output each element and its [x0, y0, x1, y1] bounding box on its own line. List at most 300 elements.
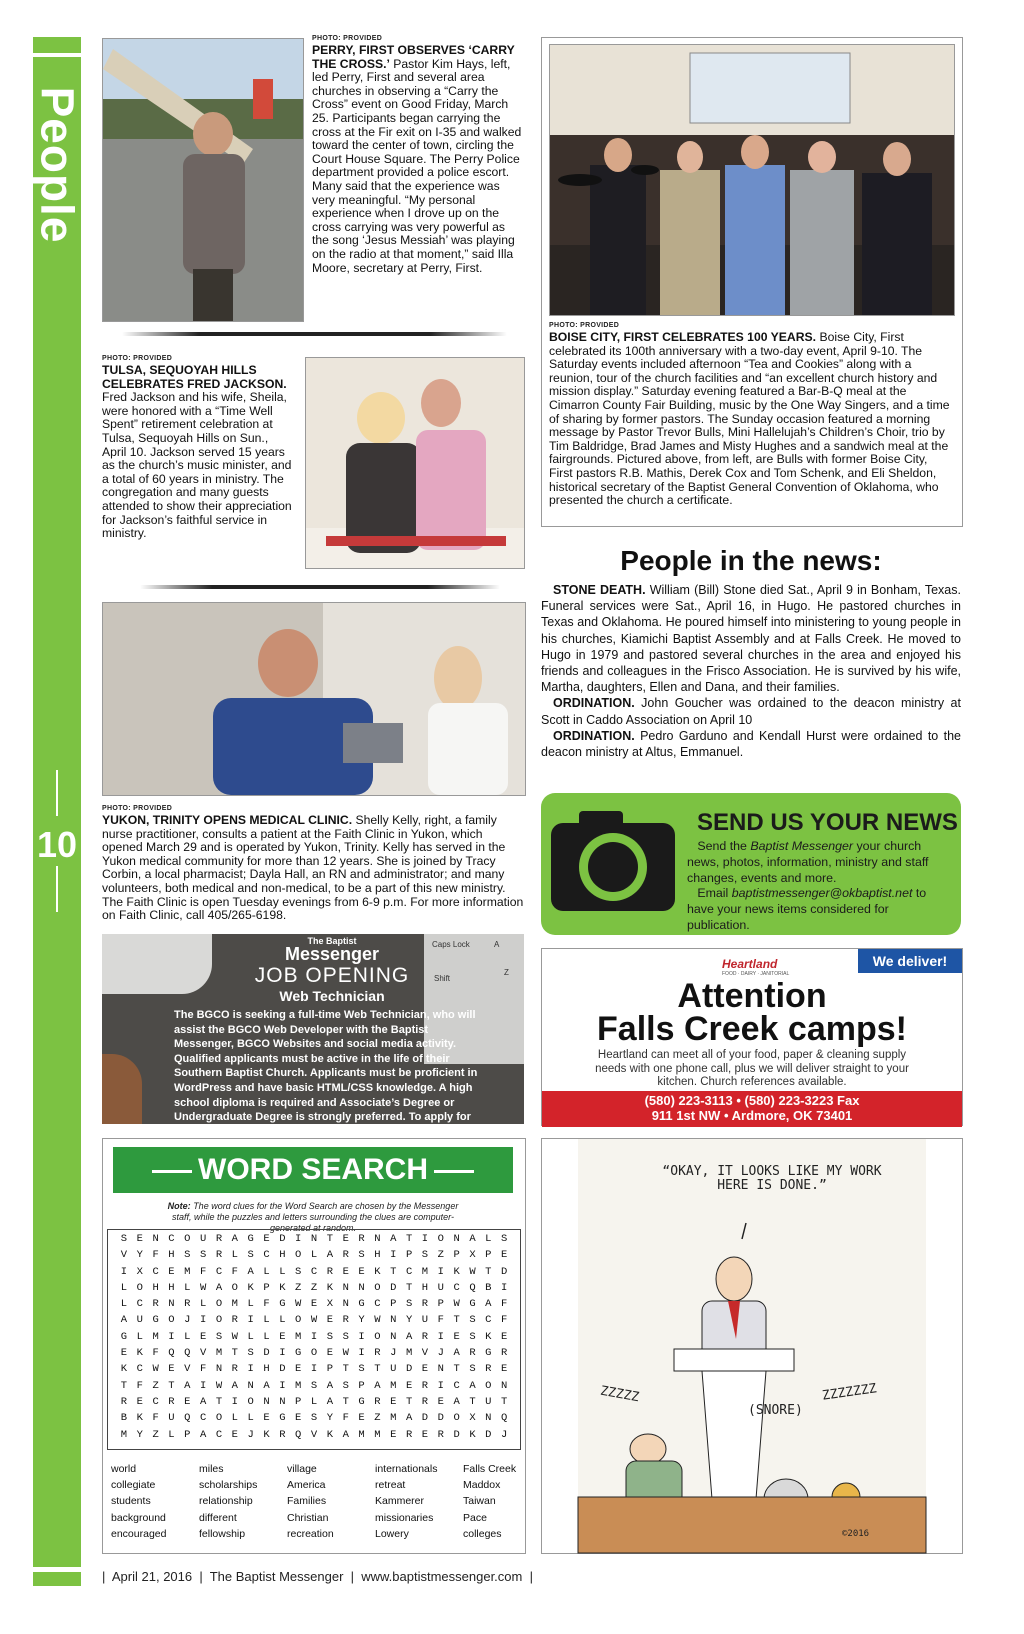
- grid-letter: G: [295, 1347, 302, 1360]
- grid-letter: I: [231, 1395, 238, 1408]
- section-title: People: [31, 86, 84, 244]
- grid-letter: C: [152, 1265, 159, 1278]
- grid-letter: F: [199, 1363, 207, 1376]
- story-headline: TULSA, SEQUOYAH HILLS CELEBRATES FRED JACKSON.: [102, 363, 287, 391]
- grid-letter: S: [184, 1249, 191, 1262]
- grid-letter: P: [358, 1379, 365, 1392]
- grid-letter: K: [136, 1347, 143, 1360]
- rail-divider: [56, 770, 58, 816]
- grid-letter: K: [120, 1363, 128, 1376]
- boise-pastors-photo: [549, 44, 955, 316]
- grid-letter: X: [469, 1249, 476, 1262]
- grid-letter: R: [374, 1395, 381, 1408]
- grid-letter: S: [405, 1298, 413, 1311]
- photo-credit: PHOTO: PROVIDED: [549, 322, 620, 329]
- grid-letter: G: [358, 1395, 365, 1408]
- grid-letter: R: [215, 1249, 223, 1262]
- grid-letter: N: [390, 1330, 397, 1343]
- word-search-row: [108, 1394, 520, 1410]
- word-search-row: [108, 1312, 520, 1328]
- grid-letter: R: [485, 1363, 492, 1376]
- grid-letter: E: [326, 1314, 334, 1327]
- grid-letter: J: [501, 1428, 508, 1441]
- grid-letter: U: [168, 1412, 175, 1425]
- heartland-logo-sub: FOOD · DAIRY · JANITORIAL: [722, 971, 790, 977]
- grid-letter: N: [247, 1379, 254, 1392]
- grid-letter: M: [295, 1330, 302, 1343]
- grid-letter: M: [421, 1265, 429, 1278]
- grid-letter: R: [231, 1314, 238, 1327]
- deliver-badge: We deliver!: [858, 949, 962, 973]
- grid-letter: K: [485, 1330, 492, 1343]
- grid-letter: I: [295, 1233, 302, 1245]
- grid-letter: W: [310, 1314, 318, 1327]
- section-rule: [140, 585, 500, 589]
- word-search-note: Note: The word clues for the Word Search are chosen by the Messenger staff, while the puzzles and letters surrounding the clues are computer-generated at random.: [167, 1201, 459, 1233]
- grid-letter: J: [184, 1314, 191, 1327]
- grid-letter: I: [437, 1330, 444, 1343]
- grid-letter: T: [374, 1363, 381, 1376]
- photo-credit: PHOTO: PROVIDED: [102, 355, 173, 362]
- grid-letter: I: [310, 1363, 318, 1376]
- grid-letter: G: [279, 1298, 286, 1311]
- grid-letter: A: [405, 1412, 413, 1425]
- grid-letter: C: [168, 1233, 175, 1245]
- grid-letter: E: [358, 1412, 365, 1425]
- grid-letter: H: [374, 1249, 381, 1262]
- grid-letter: Z: [152, 1379, 159, 1392]
- grid-letter: I: [358, 1347, 365, 1360]
- grid-letter: F: [152, 1412, 159, 1425]
- grid-letter: F: [437, 1314, 444, 1327]
- grid-letter: C: [405, 1265, 413, 1278]
- grid-letter: U: [136, 1314, 143, 1327]
- grid-letter: R: [215, 1233, 223, 1245]
- grid-letter: G: [358, 1298, 365, 1311]
- grid-letter: A: [405, 1330, 413, 1343]
- grid-letter: J: [437, 1347, 444, 1360]
- photo-credit: PHOTO: PROVIDED: [312, 35, 383, 42]
- grid-letter: N: [263, 1395, 270, 1408]
- grid-letter: O: [453, 1412, 460, 1425]
- grid-letter: T: [215, 1395, 223, 1408]
- grid-letter: E: [501, 1249, 508, 1262]
- grid-letter: A: [263, 1379, 270, 1392]
- grid-letter: I: [390, 1249, 397, 1262]
- word-column: world collegiate students background encouraged: [111, 1463, 167, 1540]
- grid-letter: R: [421, 1379, 429, 1392]
- grid-letter: L: [120, 1281, 128, 1294]
- grid-letter: F: [342, 1412, 349, 1425]
- grid-letter: D: [437, 1412, 444, 1425]
- grid-letter: W: [374, 1314, 381, 1327]
- rail-divider: [56, 866, 58, 912]
- grid-letter: O: [231, 1281, 238, 1294]
- grid-letter: U: [437, 1281, 444, 1294]
- grid-letter: E: [326, 1347, 334, 1360]
- grid-letter: E: [295, 1363, 302, 1376]
- grid-letter: H: [263, 1363, 270, 1376]
- grid-letter: D: [453, 1428, 460, 1441]
- grid-letter: H: [421, 1281, 429, 1294]
- grid-letter: A: [469, 1379, 476, 1392]
- grid-letter: L: [310, 1249, 318, 1262]
- grid-letter: K: [326, 1281, 334, 1294]
- grid-letter: C: [374, 1298, 381, 1311]
- grid-letter: E: [168, 1363, 175, 1376]
- grid-letter: D: [405, 1363, 413, 1376]
- grid-letter: N: [342, 1281, 349, 1294]
- grid-letter: I: [247, 1363, 254, 1376]
- grid-letter: F: [136, 1379, 143, 1392]
- job-body: The BGCO is seeking a full-time Web Technician, who will assist the BGCO Web Developer with the Baptist Messenger, BGCO Websites and social media activity. Qualified applicants must be active in the life of their Southern Baptist Church. Applicants must be proficient in WordPress and have basic HTML/CSS knowledge. A high school diploma is required and Associate’s Degree or Undergraduate Degree is strongly preferred. To apply for this job go to bgco.org/job/web-technician/: [174, 1009, 478, 1138]
- grid-letter: Q: [168, 1347, 175, 1360]
- grid-letter: K: [279, 1281, 286, 1294]
- story-body: Boise City, First celebrated its 100th anniversary with a two-day event, April 9-10. The Saturday events included afternoon “Tea and Cookies” along with a reunion, tour of the church facilities and “an excellent church history and mission display.” Saturday evening featured a Bar-B-Q meal at the Cimarron County Fair Building, music by the One Way Singers, and a time of sharing by former pastors. The Sunday occasion featured a morning message by Pastor Trevor Bulls, Mini Hallelujah’s Children’s Choir, trio by Tim Baldridge, Brad James and Misty Hughes and a sandwich meal at the fairgrounds. Pictured above, from left, are Bulls with former Boise City, First pastors R.B. Mathis, Derek Cox and Tom Schenk, and Eli Sheldon, historical secretary of the Baptist General Convention of Oklahoma, who presented the church a certificate.: [549, 330, 950, 508]
- grid-letter: J: [247, 1428, 254, 1441]
- grid-letter: R: [342, 1314, 349, 1327]
- grid-letter: Y: [136, 1249, 143, 1262]
- grid-letter: E: [168, 1265, 175, 1278]
- word-search-title: WORD SEARCH: [113, 1147, 513, 1193]
- send-news-text: Send the Baptist Messenger your church news, photos, information, ministry and staff changes, events and more. Email baptistmessenger@okbaptist.net to have your news items considered for publication.: [687, 839, 929, 932]
- grid-letter: E: [358, 1265, 365, 1278]
- grid-letter: Q: [184, 1347, 191, 1360]
- grid-letter: N: [215, 1363, 223, 1376]
- grid-letter: O: [437, 1233, 444, 1245]
- grid-letter: L: [263, 1314, 270, 1327]
- grid-letter: W: [152, 1363, 159, 1376]
- grid-letter: L: [184, 1330, 191, 1343]
- grid-letter: S: [215, 1330, 223, 1343]
- grid-letter: Y: [136, 1428, 143, 1441]
- grid-letter: M: [295, 1379, 302, 1392]
- word-search-row: [108, 1264, 520, 1280]
- grid-letter: E: [501, 1330, 508, 1343]
- grid-letter: M: [152, 1330, 159, 1343]
- grid-letter: I: [168, 1330, 175, 1343]
- grid-letter: I: [120, 1265, 128, 1278]
- grid-letter: C: [453, 1379, 460, 1392]
- perry-cross-photo: [102, 38, 304, 322]
- grid-letter: Q: [469, 1281, 476, 1294]
- grid-letter: I: [437, 1265, 444, 1278]
- grid-letter: M: [358, 1428, 365, 1441]
- grid-letter: S: [295, 1265, 302, 1278]
- grid-letter: E: [263, 1412, 270, 1425]
- grid-letter: K: [247, 1281, 254, 1294]
- heartland-title: Attention: [677, 977, 827, 1015]
- grid-letter: C: [485, 1314, 492, 1327]
- word-search-row: [108, 1296, 520, 1312]
- grid-letter: D: [390, 1281, 397, 1294]
- grid-letter: R: [405, 1428, 413, 1441]
- grid-letter: S: [310, 1412, 318, 1425]
- grid-letter: D: [501, 1265, 508, 1278]
- grid-letter: A: [453, 1347, 460, 1360]
- grid-letter: T: [342, 1395, 349, 1408]
- grid-letter: A: [231, 1379, 238, 1392]
- grid-letter: S: [310, 1379, 318, 1392]
- grid-letter: M: [120, 1428, 128, 1441]
- grid-letter: T: [405, 1281, 413, 1294]
- grid-letter: T: [326, 1233, 334, 1245]
- grid-letter: L: [120, 1298, 128, 1311]
- grid-letter: R: [421, 1395, 429, 1408]
- heartland-logo: Heartland: [722, 957, 778, 971]
- grid-letter: O: [247, 1395, 254, 1408]
- people-in-news-title: People in the news:: [620, 545, 882, 576]
- grid-letter: R: [358, 1233, 365, 1245]
- grid-letter: U: [421, 1314, 429, 1327]
- grid-letter: O: [374, 1281, 381, 1294]
- grid-letter: A: [374, 1379, 381, 1392]
- grid-letter: R: [421, 1298, 429, 1311]
- snore-text: ZZZZZZZ: [821, 1381, 878, 1404]
- footer-paper: The Baptist Messenger: [209, 1569, 344, 1584]
- camera-icon: [551, 811, 675, 911]
- send-news-title: SEND US YOUR NEWS: [697, 809, 958, 836]
- grid-letter: O: [310, 1347, 318, 1360]
- word-search-row: [108, 1410, 520, 1426]
- grid-letter: D: [421, 1412, 429, 1425]
- news-item: STONE DEATH. William (Bill) Stone died Sat., April 9 in Bonham, Texas. Funeral services were Sat., April 16, in Hugo. He pastored churches in Texas and Oklahoma. He poured himself into ministering to young people in his churches, Kiamichi Baptist Assembly and at Falls Creek. He moved to Hugo in 1979 and pastored several churches in the area and enjoyed his friends and colleagues in the Frisco Association. He is survived by his wife, Martha, daughters, Ellen and Dana, and their families.: [541, 583, 961, 695]
- yukon-story: [102, 814, 524, 923]
- grid-letter: O: [485, 1379, 492, 1392]
- boise-story: [549, 331, 953, 508]
- grid-letter: P: [405, 1249, 413, 1262]
- grid-letter: Z: [310, 1281, 318, 1294]
- grid-letter: S: [469, 1330, 476, 1343]
- grid-letter: L: [279, 1265, 286, 1278]
- grid-letter: T: [405, 1233, 413, 1245]
- grid-letter: G: [120, 1330, 128, 1343]
- grid-letter: R: [469, 1347, 476, 1360]
- grid-letter: A: [120, 1314, 128, 1327]
- word-search-grid: [107, 1229, 521, 1450]
- grid-letter: M: [390, 1412, 397, 1425]
- grid-letter: E: [405, 1379, 413, 1392]
- grid-letter: E: [501, 1363, 508, 1376]
- heartland-contact: [542, 1091, 962, 1127]
- grid-letter: D: [279, 1363, 286, 1376]
- grid-letter: I: [279, 1347, 286, 1360]
- grid-letter: R: [374, 1347, 381, 1360]
- grid-letter: C: [310, 1265, 318, 1278]
- grid-letter: R: [231, 1363, 238, 1376]
- grid-letter: G: [152, 1314, 159, 1327]
- grid-letter: L: [310, 1395, 318, 1408]
- grid-letter: E: [437, 1395, 444, 1408]
- grid-letter: H: [279, 1249, 286, 1262]
- grid-letter: W: [215, 1379, 223, 1392]
- grid-letter: N: [168, 1298, 175, 1311]
- grid-letter: P: [295, 1395, 302, 1408]
- grid-letter: C: [453, 1281, 460, 1294]
- grid-letter: A: [342, 1428, 349, 1441]
- grid-letter: A: [184, 1379, 191, 1392]
- grid-letter: L: [231, 1249, 238, 1262]
- grid-letter: C: [152, 1395, 159, 1408]
- yukon-clinic-photo: [102, 602, 526, 796]
- grid-letter: I: [421, 1233, 429, 1245]
- grid-letter: T: [120, 1379, 128, 1392]
- grid-letter: M: [184, 1265, 191, 1278]
- grid-letter: P: [437, 1298, 444, 1311]
- grid-letter: O: [215, 1314, 223, 1327]
- section-rule: [122, 332, 507, 336]
- grid-letter: L: [199, 1298, 207, 1311]
- grid-letter: H: [168, 1249, 175, 1262]
- grid-letter: V: [184, 1363, 191, 1376]
- grid-letter: W: [295, 1298, 302, 1311]
- grid-letter: R: [279, 1428, 286, 1441]
- grid-letter: T: [390, 1265, 397, 1278]
- grid-letter: J: [390, 1347, 397, 1360]
- word-search-row: [108, 1427, 520, 1443]
- grid-letter: L: [263, 1265, 270, 1278]
- grid-letter: Z: [374, 1412, 381, 1425]
- grid-letter: R: [120, 1395, 128, 1408]
- grid-letter: U: [199, 1233, 207, 1245]
- grid-letter: P: [263, 1281, 270, 1294]
- grid-letter: P: [184, 1428, 191, 1441]
- footer-url[interactable]: www.baptistmessenger.com: [361, 1569, 523, 1584]
- grid-letter: A: [453, 1395, 460, 1408]
- grid-letter: N: [485, 1412, 492, 1425]
- word-search-row: [108, 1378, 520, 1394]
- grid-letter: T: [168, 1379, 175, 1392]
- grid-letter: N: [501, 1379, 508, 1392]
- word-column: village America Families Christian recreation: [287, 1463, 334, 1540]
- grid-letter: R: [437, 1428, 444, 1441]
- grid-letter: P: [390, 1298, 397, 1311]
- grid-letter: P: [485, 1249, 492, 1262]
- grid-letter: E: [184, 1395, 191, 1408]
- grid-letter: E: [421, 1363, 429, 1376]
- word-column: Falls Creek Maddox Taiwan Pace colleges: [463, 1463, 517, 1540]
- grid-letter: L: [136, 1330, 143, 1343]
- grid-letter: E: [390, 1428, 397, 1441]
- story-headline: PERRY, FIRST OBSERVES ‘CARRY THE CROSS.’: [312, 43, 515, 71]
- word-search: [102, 1138, 526, 1554]
- grid-letter: U: [390, 1363, 397, 1376]
- grid-letter: D: [485, 1428, 492, 1441]
- job-subtitle: Web Technician: [279, 988, 385, 1004]
- cartoon-signature: ©2016: [842, 1529, 870, 1539]
- grid-letter: T: [231, 1347, 238, 1360]
- grid-letter: S: [469, 1314, 476, 1327]
- word-search-row: [108, 1280, 520, 1296]
- grid-letter: V: [310, 1428, 318, 1441]
- grid-letter: E: [342, 1233, 349, 1245]
- grid-letter: L: [485, 1233, 492, 1245]
- grid-letter: N: [390, 1314, 397, 1327]
- grid-letter: R: [501, 1347, 508, 1360]
- grid-letter: F: [501, 1314, 508, 1327]
- grid-letter: F: [152, 1249, 159, 1262]
- grid-letter: Q: [184, 1412, 191, 1425]
- grid-letter: V: [120, 1249, 128, 1262]
- word-search-row: [108, 1231, 520, 1247]
- story-headline: YUKON, TRINITY OPENS MEDICAL CLINIC.: [102, 813, 353, 827]
- tulsa-story: [102, 364, 292, 541]
- snore-text: ZZZZZ: [598, 1383, 641, 1406]
- grid-letter: W: [342, 1347, 349, 1360]
- grid-letter: F: [199, 1265, 207, 1278]
- page-number: 10: [33, 818, 81, 872]
- grid-letter: N: [374, 1233, 381, 1245]
- grid-letter: B: [120, 1412, 128, 1425]
- grid-letter: K: [453, 1265, 460, 1278]
- grid-letter: A: [231, 1233, 238, 1245]
- grid-letter: E: [310, 1298, 318, 1311]
- grid-letter: O: [136, 1281, 143, 1294]
- grid-letter: O: [215, 1412, 223, 1425]
- page-footer: | April 21, 2016 | The Baptist Messenger | www.baptistmessenger.com |: [102, 1569, 533, 1584]
- grid-letter: Z: [437, 1249, 444, 1262]
- grid-letter: W: [231, 1330, 238, 1343]
- grid-letter: H: [168, 1281, 175, 1294]
- grid-letter: E: [453, 1330, 460, 1343]
- grid-letter: C: [263, 1249, 270, 1262]
- grid-letter: T: [453, 1363, 460, 1376]
- grid-letter: S: [199, 1249, 207, 1262]
- grid-letter: C: [215, 1428, 223, 1441]
- rail-bottom-bar: [33, 1572, 81, 1586]
- grid-letter: C: [215, 1265, 223, 1278]
- tablet-graphic: [102, 934, 212, 994]
- grid-letter: R: [326, 1265, 334, 1278]
- grid-letter: L: [247, 1330, 254, 1343]
- heartland-address: 911 1st NW • Ardmore, OK 73401: [651, 1108, 853, 1123]
- rail-top-bar: [33, 37, 81, 53]
- grid-letter: F: [231, 1265, 238, 1278]
- grid-letter: Y: [326, 1412, 334, 1425]
- word-list: [111, 1461, 521, 1547]
- heartland-subtitle: Heartland can meet all of your food, paper & cleaning supply needs with one phone call, plus we will deliver straight to your kitchen. Church references available.: [595, 1049, 909, 1088]
- grid-letter: L: [279, 1314, 286, 1327]
- grid-letter: Z: [152, 1428, 159, 1441]
- grid-letter: L: [247, 1298, 254, 1311]
- grid-letter: N: [358, 1281, 365, 1294]
- word-search-row: [108, 1361, 520, 1377]
- grid-letter: D: [263, 1347, 270, 1360]
- grid-letter: S: [469, 1363, 476, 1376]
- grid-letter: R: [152, 1298, 159, 1311]
- grid-letter: M: [390, 1379, 397, 1392]
- story-body: Fred Jackson and his wife, Sheila, were honored with a “Time Well Spent” retirement celebration at Tulsa, Sequoyah Hills on Sun., April 10. Jackson served 15 years as the church’s music minister, and a total of 60 years in ministry. The congregation and many guests attended to show their appreciation for Jackson’s faithful service in ministry.: [102, 390, 292, 541]
- grid-letter: E: [136, 1233, 143, 1245]
- grid-letter: A: [469, 1233, 476, 1245]
- grid-letter: E: [421, 1428, 429, 1441]
- grid-letter: Z: [295, 1281, 302, 1294]
- heartland-title: Falls Creek camps!: [597, 1010, 907, 1048]
- grid-letter: D: [279, 1233, 286, 1245]
- grid-letter: I: [310, 1330, 318, 1343]
- grid-letter: V: [421, 1347, 429, 1360]
- grid-letter: T: [342, 1363, 349, 1376]
- grid-letter: I: [437, 1379, 444, 1392]
- job-title: JOB OPENING: [254, 964, 410, 987]
- grid-letter: U: [485, 1395, 492, 1408]
- grid-letter: I: [501, 1281, 508, 1294]
- grid-letter: O: [184, 1233, 191, 1245]
- grid-letter: N: [152, 1233, 159, 1245]
- email-link[interactable]: baptistmessenger@okbaptist.net: [731, 886, 913, 901]
- grid-letter: M: [215, 1347, 223, 1360]
- grid-letter: X: [136, 1265, 143, 1278]
